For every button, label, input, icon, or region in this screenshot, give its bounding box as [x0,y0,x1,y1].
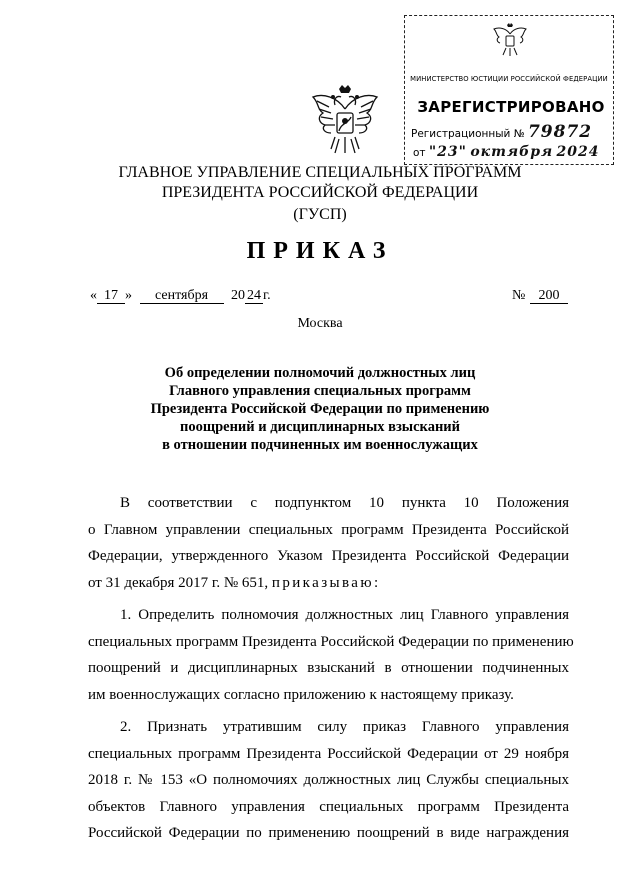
body-line: поощрений и дисциплинарных взысканий в отношении подчиненных [88,660,569,676]
order-number-label: № [512,288,526,303]
order-verb: приказываю: [271,574,381,591]
stamp-ministry-text: МИНИСТЕРСТВО ЮСТИЦИИ РОССИЙСКОЙ ФЕДЕРАЦИИ [410,75,608,83]
body-line: специальных программ Президента Российской Федерации от 29 ноября [88,745,569,762]
body-line: 1. Определить полномочия должностных лиц Главного управления [120,607,569,623]
title-line: Об определении полномочий должностных лиц [164,365,476,381]
stamp-date-line [413,144,599,160]
date-close-quote: » [125,288,132,303]
stamp-date-year: 2024 [556,144,600,160]
city: Москва [297,316,343,331]
order-body [88,490,574,847]
body-line: 2018 г. № 153 «О полномочиях должностных лиц Службы специальных [88,772,569,788]
org-name-line-1: ГЛАВНОЕ УПРАВЛЕНИЕ СПЕЦИАЛЬНЫХ ПРОГРАММ [118,164,522,181]
stamp-date-month: октября [470,144,554,160]
body-line: объектов Главного управления специальных программ Президента [88,798,569,815]
body-line: 2. Признать утратившим силу приказ Главного управления [120,719,569,735]
body-line: специальных программ Президента Российской Федерации по применению [88,633,574,650]
document-type-heading: ПРИКАЗ [246,238,394,264]
body-line: о Главном управлении специальных программ Президента Российской [88,521,569,538]
body-line: им военнослужащих согласно приложению к настоящему приказу. [88,686,514,703]
order-number: 200 [530,288,568,304]
registration-stamp [404,15,614,165]
stamp-coat-of-arms-icon [492,22,528,58]
title-line: Президента Российской Федерации по применению [150,401,490,417]
order-title [80,364,560,454]
title-line: поощрений и дисциплинарных взысканий [179,419,461,435]
body-line-text: от 31 декабря 2017 г. № 651, [88,574,269,591]
org-abbreviation: (ГУСП) [293,206,347,223]
date-year-prefix: 20 [231,288,245,303]
body-line: Федерации, утвержденного Указом Президента Российской Федерации [88,548,569,564]
stamp-registered-text: ЗАРЕГИСТРИРОВАНО [417,98,605,116]
body-line: В соответствии с подпунктом 10 пункта 10 Положения [120,495,569,511]
stamp-registration-number: 79872 [527,122,593,142]
coat-of-arms-icon [309,83,381,157]
stamp-date-day: "23" [428,144,467,160]
org-name-line-2: ПРЕЗИДЕНТА РОССИЙСКОЙ ФЕДЕРАЦИИ [161,184,479,201]
order-date [90,288,271,304]
date-open-quote: « [90,288,97,303]
body-line: Российской Федерации по применению поощрений в виде награждения [88,825,569,841]
title-line: Главного управления специальных программ [169,383,471,399]
body-line [88,570,569,597]
date-year-mark: г. [263,288,271,303]
title-line: в отношении подчиненных им военнослужащих [162,437,478,453]
stamp-date-prefix: от [413,147,426,159]
date-month: сентября [140,288,224,304]
date-day: 17 [97,288,125,304]
date-year-suffix: 24 [247,288,261,303]
stamp-registration-line [411,122,592,142]
stamp-registration-label: Регистрационный № [411,128,525,140]
